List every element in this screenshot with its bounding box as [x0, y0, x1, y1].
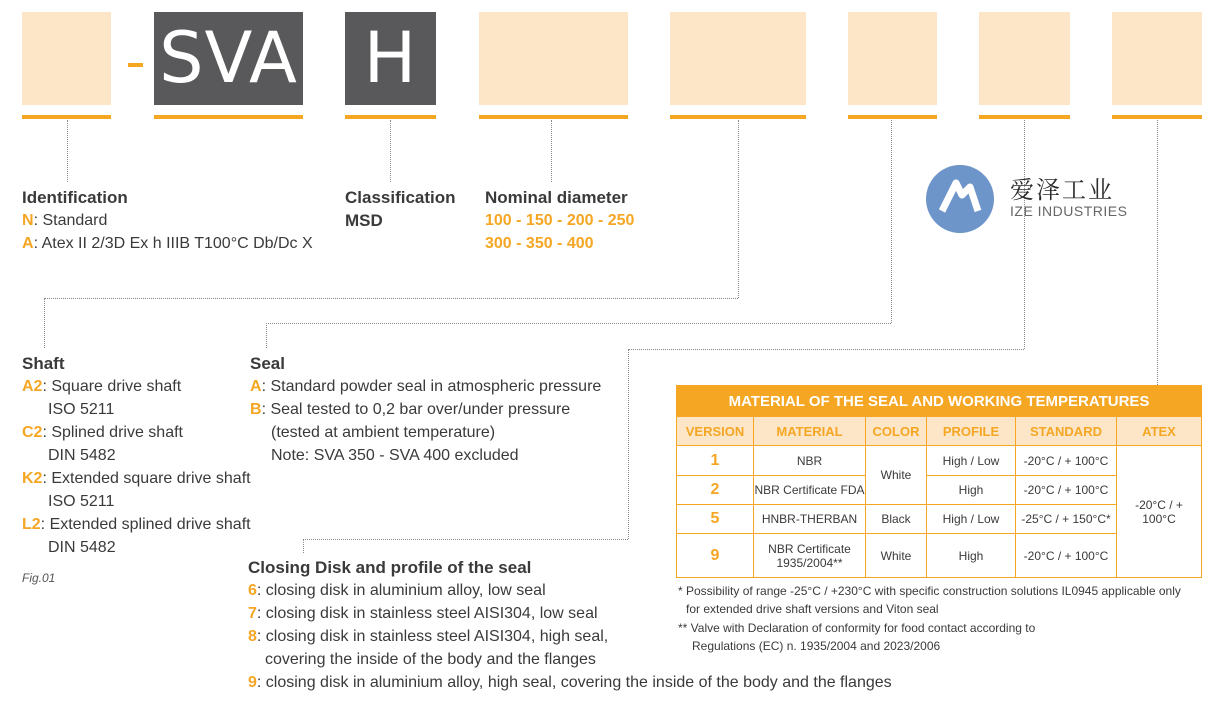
shaft-code-a2: A2: [22, 378, 43, 395]
ize-logo-icon: [926, 165, 994, 233]
cell-material: HNBR-THERBAN: [754, 505, 866, 534]
shaft-sub-c2: DIN 5482: [48, 447, 116, 464]
identification-title: Identification: [22, 188, 128, 207]
cell-standard: -20°C / + 100°C: [1016, 476, 1117, 505]
header-atex: ATEX: [1117, 417, 1202, 446]
cell-standard: -20°C / + 100°C: [1016, 534, 1117, 578]
code-box-shaft: [670, 12, 806, 105]
underline-shaft: [670, 115, 806, 119]
code-box-seal: [848, 12, 937, 105]
classification-title: Classification: [345, 188, 456, 207]
material-table-title: MATERIAL OF THE SEAL AND WORKING TEMPERATURES: [677, 386, 1202, 417]
cell-version: 1: [677, 446, 754, 476]
note-1-line1: * Possibility of range -25°C / +230°C with specific construction solutions IL0945 applicable only: [678, 584, 1181, 598]
closing-disk-text-6: : closing disk in aluminium alloy, low seal: [256, 582, 546, 599]
closing-disk-code-9: 9: [248, 674, 257, 691]
code-box-h: H: [345, 12, 436, 105]
underline-sva: [154, 115, 303, 119]
cell-version: 5: [677, 505, 754, 534]
seal-code-a: A: [250, 378, 262, 395]
shaft-sub-a2: ISO 5211: [48, 401, 115, 418]
logo-english-name: IZE INDUSTRIES: [1010, 203, 1128, 219]
cell-version: 2: [677, 476, 754, 505]
shaft-item-k2: [22, 467, 251, 490]
closing-disk-text-7: : closing disk in stainless steel AISI304, low seal: [256, 605, 598, 622]
connector-disk-h: [628, 349, 1024, 350]
connector-shaft-v1: [738, 120, 739, 298]
cell-color-white: White: [866, 534, 927, 578]
seal-text-a: : Standard powder seal in atmospheric pressure: [261, 378, 602, 395]
nominal-diameter-line1: 100 - 150 - 200 - 250: [485, 212, 635, 229]
header-color: COLOR: [866, 417, 927, 446]
underline-seal: [848, 115, 937, 119]
shaft-text-k2: : Extended square drive shaft: [42, 470, 251, 487]
identification-text-n: : Standard: [33, 212, 108, 229]
connector-identification: [67, 120, 68, 182]
connector-shaft-h: [44, 298, 738, 299]
cell-profile: High / Low: [927, 505, 1016, 534]
seal-option-b: [250, 398, 570, 421]
cell-color-white: White: [866, 446, 927, 505]
header-material: MATERIAL: [754, 417, 866, 446]
identification-code-n: N: [22, 212, 34, 229]
shaft-code-l2: L2: [22, 516, 41, 533]
nominal-diameter-title: Nominal diameter: [485, 188, 628, 207]
cell-material: NBR Certificate FDA: [754, 476, 866, 505]
header-standard: STANDARD: [1016, 417, 1117, 446]
shaft-code-k2: K2: [22, 470, 43, 487]
shaft-text-l2: : Extended splined drive shaft: [40, 516, 251, 533]
shaft-item-c2: [22, 421, 183, 444]
cell-material-line1: NBR Certificate: [768, 541, 851, 556]
closing-disk-code-8: 8: [248, 628, 257, 645]
shaft-sub-k2: ISO 5211: [48, 493, 115, 510]
cell-material: [754, 534, 866, 578]
underline-h: [345, 115, 436, 119]
shaft-title: Shaft: [22, 354, 65, 373]
note-1-line2: for extended drive shaft versions and Viton seal: [686, 602, 939, 616]
seal-text-b: : Seal tested to 0,2 bar over/under pressure: [261, 401, 571, 418]
code-box-material: [1112, 12, 1202, 105]
cell-version: 9: [677, 534, 754, 578]
cell-color-black: Black: [866, 505, 927, 534]
underline-material: [1112, 115, 1202, 119]
figure-label: Fig.01: [22, 571, 56, 585]
cell-material-line2: 1935/2004**: [776, 555, 843, 570]
underline-closing-disk: [979, 115, 1070, 119]
closing-disk-item-7: [248, 602, 598, 625]
seal-title: Seal: [250, 354, 285, 373]
connector-shaft-v2: [44, 298, 45, 348]
header-version: VERSION: [677, 417, 754, 446]
closing-disk-text-9: : closing disk in aluminium alloy, high seal, covering the inside of the body and the flanges: [256, 674, 892, 691]
connector-seal-v2: [266, 323, 267, 348]
closing-disk-item-8-line2: covering the inside of the body and the flanges: [265, 651, 596, 668]
classification-value: MSD: [345, 211, 383, 230]
cell-material: NBR: [754, 446, 866, 476]
seal-option-a: [250, 375, 601, 398]
closing-disk-title: Closing Disk and profile of the seal: [248, 558, 532, 577]
cell-profile: High: [927, 534, 1016, 578]
connector-nominal: [551, 120, 552, 182]
header-profile: PROFILE: [927, 417, 1016, 446]
underline-identification: [22, 115, 111, 119]
underline-nominal-diameter: [479, 115, 628, 119]
connector-disk-v3: [303, 539, 304, 553]
ize-logo-mark: [926, 165, 994, 233]
seal-code-b: B: [250, 401, 262, 418]
closing-disk-code-6: 6: [248, 582, 257, 599]
material-table: [676, 385, 1202, 578]
code-separator-dash: [128, 63, 143, 67]
closing-disk-text-8: : closing disk in stainless steel AISI304, high seal,: [256, 628, 609, 645]
shaft-text-c2: : Splined drive shaft: [42, 424, 183, 441]
identification-option-a: [22, 232, 313, 255]
note-2-line1: ** Valve with Declaration of conformity for food contact according to: [678, 621, 1036, 635]
shaft-text-a2: : Square drive shaft: [42, 378, 182, 395]
closing-disk-code-7: 7: [248, 605, 257, 622]
connector-disk-v2: [628, 349, 629, 539]
cell-standard: -20°C / + 100°C: [1016, 446, 1117, 476]
identification-option-n: [22, 209, 107, 232]
connector-seal-v1: [891, 120, 892, 323]
logo-chinese-name: 爱泽工业: [1010, 176, 1114, 204]
code-box-nominal-diameter: [479, 12, 628, 105]
cell-standard: -25°C / + 150°C*: [1016, 505, 1117, 534]
closing-disk-item-8: [248, 625, 608, 648]
connector-seal-h: [266, 323, 891, 324]
shaft-code-c2: C2: [22, 424, 43, 441]
shaft-item-l2: [22, 513, 251, 536]
identification-code-a: A: [22, 235, 34, 252]
table-row: [677, 446, 1202, 476]
shaft-sub-l2: DIN 5482: [48, 539, 116, 556]
cell-profile: High / Low: [927, 446, 1016, 476]
cell-profile: High: [927, 476, 1016, 505]
cell-atex: -20°C / + 100°C: [1117, 446, 1202, 578]
code-box-closing-disk: [979, 12, 1070, 105]
nominal-diameter-line2: 300 - 350 - 400: [485, 235, 594, 252]
closing-disk-item-6: [248, 579, 546, 602]
code-box-identification: [22, 12, 111, 105]
closing-disk-item-9: [248, 671, 892, 694]
note-2-line2: Regulations (EC) n. 1935/2004 and 2023/2006: [692, 639, 941, 653]
seal-b-line3: Note: SVA 350 - SVA 400 excluded: [271, 447, 519, 464]
connector-disk-h2: [303, 539, 628, 540]
connector-disk-v1: [1024, 120, 1025, 349]
shaft-item-a2: [22, 375, 181, 398]
seal-b-line2: (tested at ambient temperature): [271, 424, 496, 441]
connector-material: [1157, 120, 1158, 385]
code-box-sva: SVA: [154, 12, 303, 105]
identification-text-a: : Atex II 2/3D Ex h IIIB T100°C Db/Dc X: [33, 235, 313, 252]
connector-classification: [390, 120, 391, 182]
